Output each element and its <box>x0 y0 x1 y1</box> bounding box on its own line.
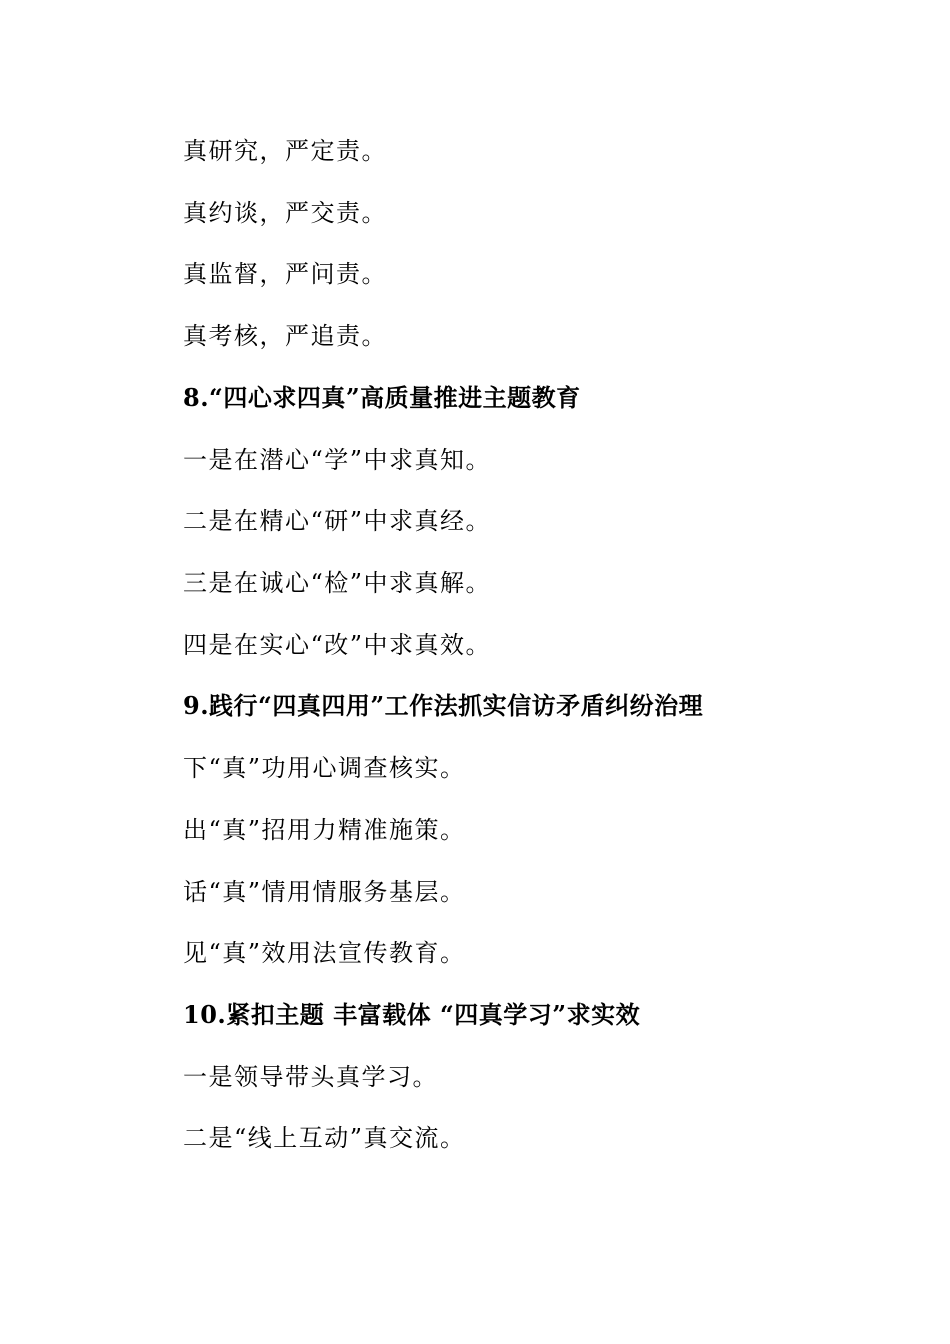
section-heading-9: 9.践行“四真四用”工作法抓实信访矛盾纠纷治理 <box>183 691 704 720</box>
list-item: 真考核，严追责。 <box>183 322 387 350</box>
list-item: 二是“线上互动”真交流。 <box>183 1124 466 1152</box>
list-item: 话“真”情用情服务基层。 <box>183 878 466 906</box>
list-item: 真研究，严定责。 <box>183 137 387 165</box>
list-item: 四是在实心“改”中求真效。 <box>183 631 492 659</box>
list-item: 真约谈，严交责。 <box>183 199 387 227</box>
list-item: 三是在诚心“检”中求真解。 <box>183 569 492 597</box>
section-heading-8: 8.“四心求四真”高质量推进主题教育 <box>183 383 581 412</box>
section-heading-10: 10.紧扣主题 丰富载体 “四真学习”求实效 <box>183 1000 641 1029</box>
list-item: 一是在潜心“学”中求真知。 <box>183 446 492 474</box>
list-item: 见“真”效用法宣传教育。 <box>183 939 466 967</box>
list-item: 真监督，严问责。 <box>183 260 387 288</box>
list-item: 二是在精心“研”中求真经。 <box>183 507 492 535</box>
list-item: 出“真”招用力精准施策。 <box>183 816 466 844</box>
list-item: 一是领导带头真学习。 <box>183 1063 438 1091</box>
list-item: 下“真”功用心调查核实。 <box>183 754 466 782</box>
